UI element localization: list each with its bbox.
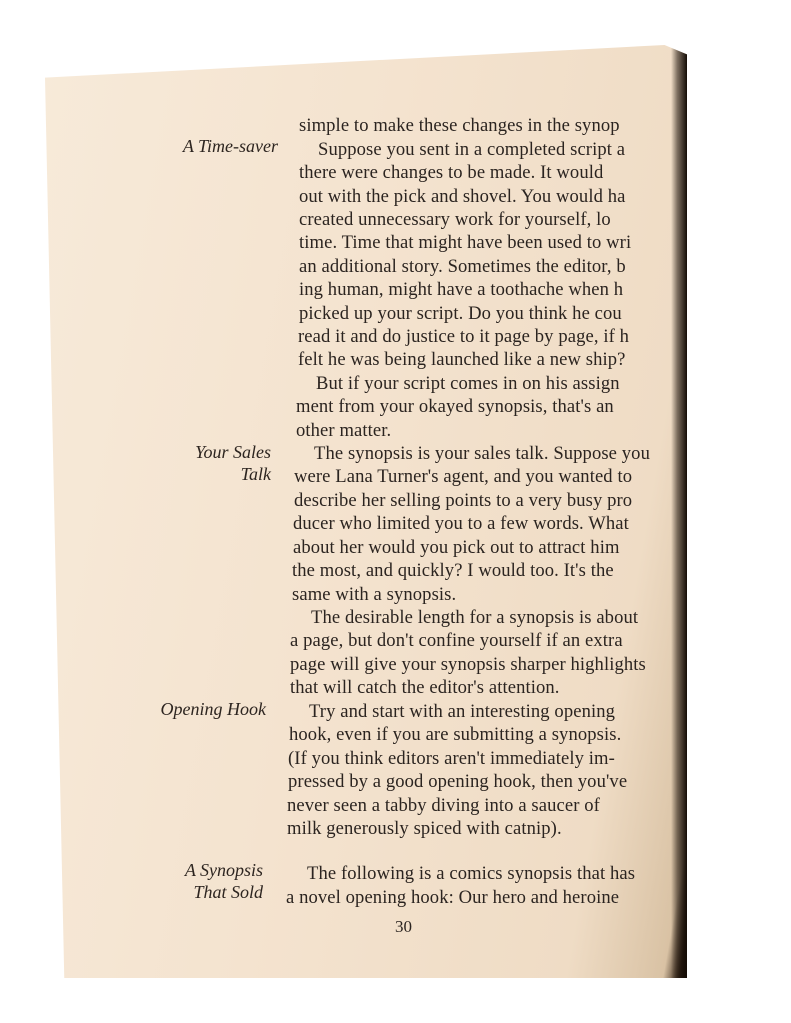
text-line: that will catch the editor's attention.: [290, 677, 560, 698]
text-line: ing human, might have a toothache when h: [299, 279, 624, 300]
margin-note-opening-hook: [131, 698, 266, 720]
text-line: there were changes to be made. It would: [299, 162, 604, 183]
margin-note-line: A Time-saver: [182, 136, 278, 156]
text-line: The following is a comics synopsis that has: [307, 863, 636, 884]
text-line: pressed by a good opening hook, then you've: [288, 771, 628, 792]
margin-note-sales-talk: [136, 441, 271, 485]
text-line: picked up your script. Do you think he cou: [299, 303, 622, 324]
text-line: simple to make these changes in the synop: [299, 115, 620, 136]
text-line: a novel opening hook: Our hero and heroine: [286, 887, 620, 908]
text-line: Suppose you sent in a completed script a: [318, 139, 626, 160]
text-line: But if your script comes in on his assign: [316, 373, 620, 394]
margin-note-time-saver: [143, 135, 278, 157]
text-line: time. Time that might have been used to wri: [299, 232, 632, 253]
text-line: created unnecessary work for yourself, lo: [299, 209, 611, 230]
text-line: ment from your okayed synopsis, that's an: [296, 396, 614, 417]
margin-note-synopsis-sold: [128, 859, 263, 903]
text-line: read it and do justice to it page by page, if h: [298, 326, 630, 347]
text-line: other matter.: [296, 420, 392, 441]
text-line: The synopsis is your sales talk. Suppose you: [314, 443, 650, 464]
text-line: about her would you pick out to attract him: [293, 537, 620, 558]
text-line: ducer who limited you to a few words. What: [293, 513, 629, 534]
page-number: 30: [395, 917, 412, 936]
text-line: felt he was being launched like a new ship?: [298, 349, 626, 370]
book-gutter-shadow: [671, 45, 687, 978]
text-line: were Lana Turner's agent, and you wanted to: [294, 466, 633, 487]
text-line: the most, and quickly? I would too. It's the: [292, 560, 614, 581]
margin-note-line: Your Sales: [195, 442, 271, 462]
text-line: Try and start with an interesting opening: [309, 701, 616, 722]
margin-note-line: A Synopsis: [184, 860, 263, 880]
text-line: The desirable length for a synopsis is about: [311, 607, 639, 628]
text-line: describe her selling points to a very busy pro: [294, 490, 633, 511]
margin-note-line: Opening Hook: [160, 699, 266, 719]
margin-note-line: That Sold: [193, 882, 263, 902]
text-line: (If you think editors aren't immediately im-: [288, 748, 615, 769]
text-line: a page, but don't confine yourself if an extra: [290, 630, 623, 651]
text-line: milk generously spiced with catnip).: [287, 818, 562, 839]
text-line: same with a synopsis.: [292, 584, 457, 605]
text-line: out with the pick and shovel. You would ha: [299, 186, 626, 207]
text-line: page will give your synopsis sharper highlights: [290, 654, 646, 675]
margin-note-line: Talk: [240, 464, 271, 484]
text-line: hook, even if you are submitting a synopsis.: [289, 724, 622, 745]
text-line: never seen a tabby diving into a saucer of: [287, 795, 600, 816]
text-line: an additional story. Sometimes the editor, b: [299, 256, 626, 277]
